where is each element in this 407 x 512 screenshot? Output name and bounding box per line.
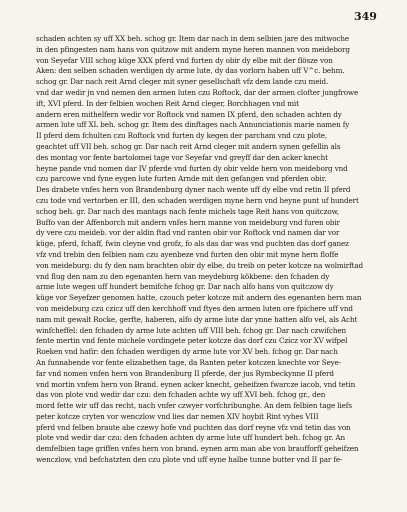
text-line: An funnabende vor fente elizabethen tage, da Ranten peter kotczen knechte vor Seye- [36, 357, 342, 367]
text-line: heyne pande vnd nomen dar IV pferde vnd furten dy obir velde hern von meideborg vnd [36, 163, 348, 173]
text-line: armen lute uff XL beh. schog gr. Item des dinftages nach Annunciationis marie namen fy [36, 120, 350, 130]
page-number: 349 [354, 10, 377, 23]
text-line: dy vere czu meideb. vor der aldin ftad vnd ranten obir vor Roftock vnd namen dar vor [36, 228, 340, 238]
text-line: Des drabete vnfes hern von Brandenburg dyner nach wente uff dy elbe vnd retin II pferd [36, 185, 351, 195]
text-line: küge, pferd, fchaff, fwin cleyne vnd grofz, fo als das dar was vnd puchten das dorf ganez [36, 239, 349, 249]
text-line: czu parcowe vnd fyne eygen lute furten Arnde mit den gefangen vnd pferden obir. [36, 174, 327, 184]
text-line: mord fette wir uff das recht, nach vnfer czwyer vorfchribunghe. An dem felbien tage liefs [36, 401, 352, 411]
text-line: andern eren mithelfern wedir vor Roftock vnd namen IX pferd, den schaden achten dy [36, 109, 342, 119]
text-line: von meideburg: du fy den nam brachten obir dy elbe, du treib on peter kotcze na wolmirftad [36, 260, 364, 270]
text-line: wenczlow, vnd befchatzten den czu plote vnd uff eyne halbe tunne butter vnd II par fe- [36, 455, 343, 465]
text-line: fente mertin vnd fente michele vordingete peter kotcze das dorf czu Czicz vor XV wifpel [36, 336, 348, 346]
text-line: arme lute wegen uff hundert bemifche fchog gr. Dar nach alfo hans von quitczow dy [36, 282, 334, 292]
text-line: in den pfingesten nam hans von quitzow mit andern myne heren mannen von meideborg [36, 44, 350, 54]
text-line: schaden achten sy uff XX beh. schog gr. Item dar nach in dem selbien jare des mitwoche [36, 34, 350, 43]
body-text [36, 34, 388, 466]
text-line: winfcheffel: den fchaden dy arme lute achten uff VIII beh. fchog gr. Dar nach czwifchen [36, 325, 346, 335]
text-line: das von plote vnd wedir dar czu: den fchaden achte wy uff XVI beh. fchog gr., den [36, 390, 326, 400]
text-line: Roeken vnd hafir: den fchaden werdigen dy arme lute vor XV beh. fchog gr. Dar nach [36, 347, 338, 357]
text-line: vnd flug den nam zu den egenanten hern van meydeburg kökbene: den fchaden dy [36, 271, 330, 281]
text-line: von meideburg czu czicz uff den kerchhoff vnd ftyes den armen luten ore fpichere uff vnd [36, 303, 353, 313]
text-line: vfz vnd trebin den felbien nam czu ayenbeze vnd furten den obir mit myne hern floffe [36, 249, 339, 259]
text-line: peter kotcze cryten vor wenczlow vnd lies dar nemen XIV hoybit Rint vyhes VIII [36, 411, 319, 421]
text-line: des montag vor fente bartolomei tage vor Seyefar vnd greyff dar den acker knecht [36, 152, 328, 162]
text-line: von Seyefar VIII schog küge XXX pferd vnd furten dy obir dy elbe mit der flösze von [36, 55, 333, 65]
text-line: schog beh. gr. Dar nach des mantags nach fente michels tage Reit hans von quitczow, [36, 206, 339, 216]
text-line: vnd mortin vnfem hern von Brand. eynen acker knecht, geheifzen fwarcze iacob, vnd tetin [36, 379, 356, 389]
text-line: czu tode vnd vertorben er III, den schaden werdigen myne hern vnd heyne punt uf hundert [36, 195, 359, 205]
text-line: vnd dar wedir jn vnd nemen den armen luten czu Roftock, dar der armen clofter jungfrowe [36, 87, 359, 97]
text-line: demfelbien tage griffen vnfes hern von brand. eynen arm man abe von braufforff geheifzen [36, 444, 359, 454]
text-line: II pferd dem fchulten czu Roftock vnd furten dy kegen der parcham vnd czu plote, [36, 131, 328, 141]
text-line: küge vor Seyefzer genomen hatte, czouch peter kotcze mit andern des egenanten hern man [36, 293, 362, 303]
text-line: far vnd nomen vnfen hern von Brandenburg II pferde, der jus Rymbeckynne II pferd [36, 368, 334, 378]
text-line: Aken: den selben schaden werdigen dy arme lute, dy das vorlorn haben uff V^c. behm. [36, 66, 345, 76]
text-line: nam mit gewalt Rocke, gerfte, haberen, alfo dy arme lute dar ynne hatten alfo vel, als Acht [36, 314, 358, 324]
text-line: geachtet uff VII beh. schog gr. Dar nach reit Arnd cleger mit andern synen gefellin als [36, 141, 341, 151]
text-line: plote vnd wedir dar czu: den fchaden achten dy arme lute uff hundert beh. fchog gr. An [36, 433, 345, 443]
text-line: ift, XVI pferd. In der felbien wochen Reit Arnd cleger, Borchhagen vnd mit [36, 98, 299, 108]
text-line: schog gr. Dar nach reit Arnd cleger mit syner gesellschaft vfz dem lande czu meid. [36, 77, 329, 87]
text-line: Buffo van der Affenborch mit andern vnfes hern manne von meideburg vnd furen obir [36, 217, 340, 227]
text-line: pferd vnd felben braute abe czewy hofe vnd puchten das dorf reyne vfz vnd tetin das von [36, 422, 351, 432]
